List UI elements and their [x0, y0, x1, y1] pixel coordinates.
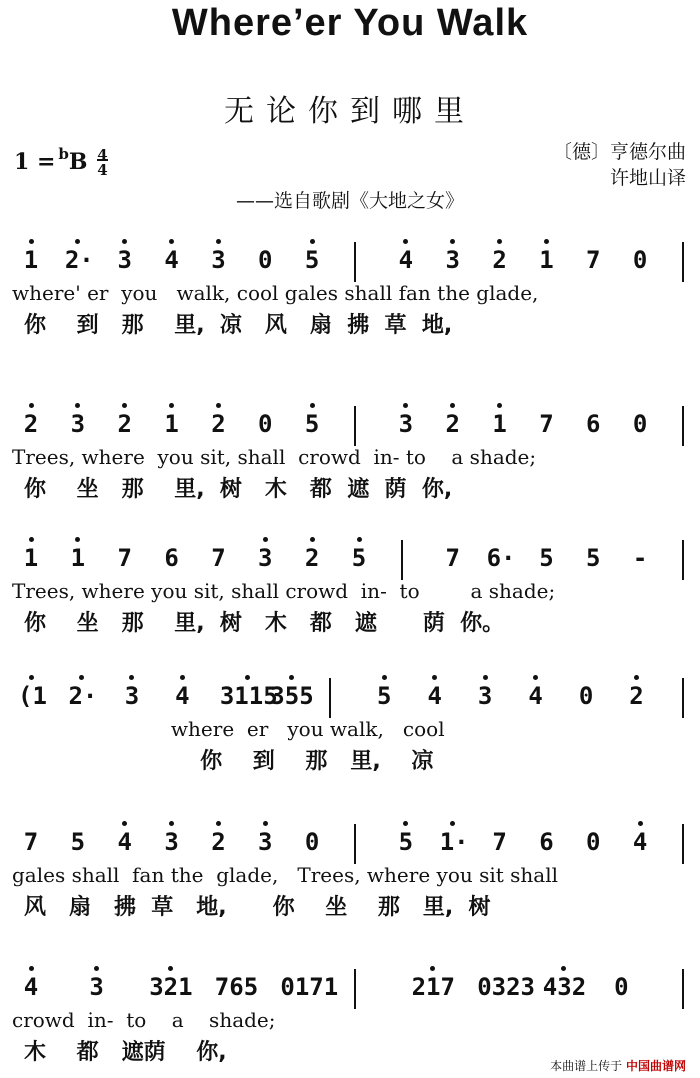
note: 4 — [18, 973, 44, 1001]
bar-line — [682, 406, 684, 446]
composer-credit: 〔德〕亨德尔曲 — [552, 141, 686, 163]
note: 2 — [440, 410, 466, 438]
lyric-chinese: 木 都 遮荫 你, — [24, 1040, 227, 1065]
note: 0 — [304, 828, 320, 856]
note: 3 — [393, 410, 419, 438]
note: 0171 — [280, 973, 339, 1001]
time-signature: 4 4 — [97, 146, 108, 179]
note: 0 — [586, 828, 601, 856]
note: 4 — [169, 682, 195, 710]
note: 4 — [159, 246, 185, 274]
note: 2 — [299, 544, 325, 572]
note: 1 — [18, 544, 44, 572]
note: 6 — [164, 544, 179, 572]
note: 0323 — [477, 973, 535, 1001]
lyric-chinese: 你 坐 那 里, 树 木 都 遮 荫 你, — [24, 477, 453, 502]
note: 5 — [299, 246, 325, 274]
note: 0 — [258, 246, 273, 274]
bar-line — [682, 824, 684, 864]
note: 4 — [393, 246, 419, 274]
lyric-english: Trees, where you sit, shall crowd in- to a shade; — [12, 579, 556, 603]
lyric-english: where er you walk, cool — [12, 717, 445, 741]
note: 3115 — [220, 682, 276, 710]
note: 0 — [614, 973, 629, 1001]
note: 7 — [586, 246, 601, 274]
note: 1 — [65, 544, 91, 572]
note: 7 — [539, 410, 554, 438]
note: 432 — [543, 973, 585, 1001]
note: 3 — [440, 246, 466, 274]
note: 3 — [159, 828, 185, 856]
bar-line — [401, 540, 403, 580]
note: 1 — [18, 246, 44, 274]
note: 5 — [371, 682, 397, 710]
bar-line — [354, 406, 356, 446]
lyric-english: Trees, where you sit, shall crowd in- to a shade; — [12, 445, 537, 469]
note: 0 — [632, 246, 648, 274]
note: 7 — [211, 544, 226, 572]
lyric-english: gales shall fan the glade, Trees, where you sit shall — [12, 863, 559, 887]
note: 765 — [214, 973, 259, 1001]
note: - — [632, 544, 648, 572]
note: 3 — [65, 410, 91, 438]
note: 6· — [486, 544, 516, 572]
note: 2 — [112, 410, 138, 438]
note: 2 — [18, 410, 44, 438]
bar-line — [329, 678, 331, 718]
note: 2· — [68, 682, 94, 710]
note: 2 — [487, 246, 513, 274]
note: 6 — [586, 410, 601, 438]
note: 1 — [487, 410, 513, 438]
note: 3 — [84, 973, 110, 1001]
note: 217 — [412, 973, 454, 1001]
note: 7 — [23, 828, 39, 856]
bar-line — [682, 540, 684, 580]
note: 0 — [258, 410, 273, 438]
note: 7 — [117, 544, 132, 572]
note: 2· — [65, 246, 91, 274]
translator-credit: 许地山译 — [609, 167, 686, 189]
note: (1 — [18, 682, 44, 710]
note: 7 — [492, 828, 507, 856]
lyric-chinese: 风 扇 拂 草 地, 你 坐 那 里, 树 — [24, 895, 491, 920]
bar-line — [682, 969, 684, 1009]
note: 5 — [70, 828, 86, 856]
key-signature: 1 = $^b$B 4 4 — [14, 145, 108, 179]
lyric-chinese: 你 坐 那 里, 树 木 都 遮 荫 你。 — [24, 611, 505, 636]
bar-line — [682, 242, 684, 282]
note: 0 — [632, 410, 648, 438]
note: 2 — [624, 682, 650, 710]
lyric-english: crowd in- to a shade; — [12, 1008, 276, 1032]
note: 4 — [523, 682, 549, 710]
site-logo: 中国曲谱网 — [625, 1059, 686, 1073]
bar-line — [354, 969, 356, 1009]
note: 6 — [539, 828, 554, 856]
note: 3 — [252, 544, 278, 572]
note: 5 — [539, 544, 554, 572]
lyric-english: where' er you walk, cool gales shall fan the glade, — [12, 281, 539, 305]
note: 3 — [472, 682, 498, 710]
note: 3 — [119, 682, 145, 710]
note: 5 — [346, 544, 372, 572]
note: 5 — [299, 410, 325, 438]
note: 2 — [205, 410, 231, 438]
footer-watermark: 本曲谱上传于 中国曲谱网 — [550, 1059, 686, 1073]
note: 321 — [149, 973, 191, 1001]
bar-line — [354, 824, 356, 864]
note: 355 — [270, 682, 312, 710]
note: 5 — [586, 544, 601, 572]
note: 3 — [252, 828, 278, 856]
lyric-chinese: 你 到 那 里, 凉 风 扇 拂 草 地, — [24, 313, 453, 338]
note: 4 — [422, 682, 448, 710]
note: 2 — [205, 828, 231, 856]
bar-line — [354, 242, 356, 282]
source-note: ——选自歌剧《大地之女》 — [235, 190, 464, 212]
note: 1 — [159, 410, 185, 438]
note: 4 — [627, 828, 653, 856]
lyric-chinese: 你 到 那 里, 凉 — [24, 749, 434, 774]
note: 1· — [440, 828, 466, 856]
note: 7 — [445, 544, 460, 572]
note: 1 — [533, 246, 559, 274]
song-title: Where’er You Walk — [171, 2, 529, 44]
song-subtitle: 无论你到哪里 — [224, 94, 476, 129]
note: 3 — [205, 246, 231, 274]
note: 3 — [112, 246, 138, 274]
bar-line — [682, 678, 684, 718]
note: 5 — [393, 828, 419, 856]
note: 0 — [578, 682, 594, 710]
note: 4 — [112, 828, 138, 856]
